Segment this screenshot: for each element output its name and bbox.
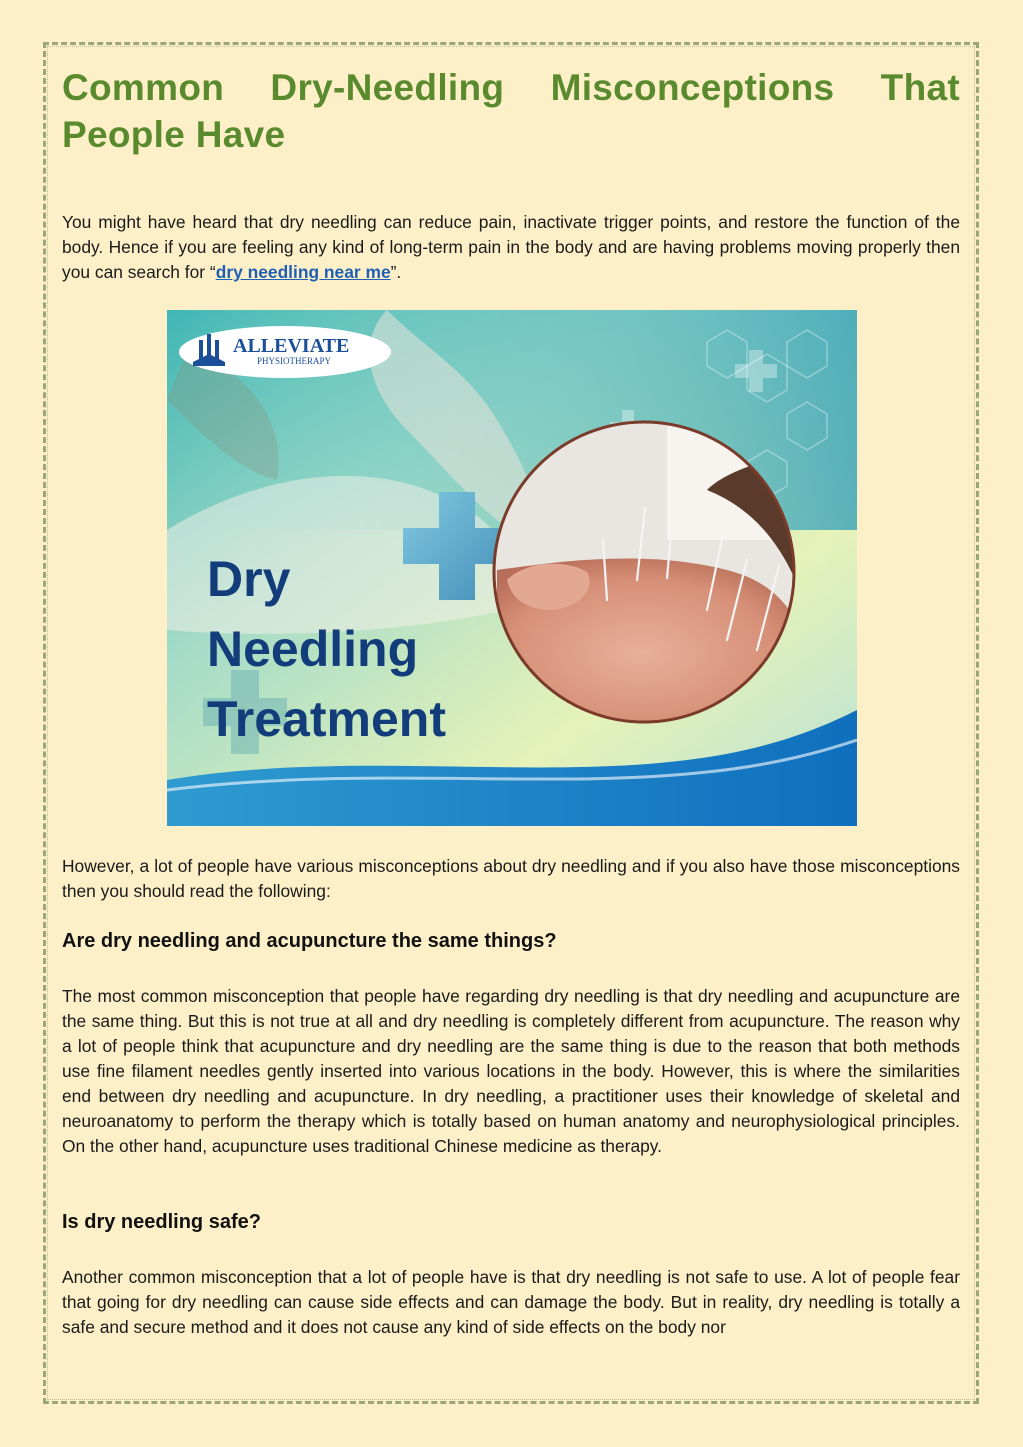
hero-image [167, 310, 857, 826]
page-title: Common Dry-Needling Misconceptions That People Have [62, 67, 960, 155]
intro-text: You might have heard that dry needling can reduce pain, inactivate trigger points, and restore the function of the body. Hence if you are feeling any kind of long-term pain in the body and are having problems moving properly then you can search for “ [62, 212, 960, 282]
misconceptions-intro: However, a lot of people have various misconceptions about dry needling and if you also have those misconceptions then you should read the following: [62, 856, 960, 901]
hero-title-line2: Needling [207, 621, 419, 677]
logo-text: ALLEVIATE [233, 335, 350, 357]
section-body-acupuncture: The most common misconception that people have regarding dry needling is that dry needling and acupuncture are the same thing. But this is not true at all and dry needling is completely different from acupuncture. The reason why a lot of people think that acupuncture and dry needling are the same thing is due to the reason that both methods use fine filament needles gently inserted into various locations in the body. However, this is where the similarities end between dry needling and acupuncture. In dry needling, a practitioner uses their knowledge of skeletal and neuroanatomy to perform the therapy which is totally based on human anatomy and neurophysiological principles. On the other hand, acupuncture uses traditional Chinese medicine as therapy. [62, 986, 960, 1156]
logo-subtext: PHYSIOTHERAPY [257, 356, 332, 366]
intro-text-end: ”. [390, 262, 402, 282]
section-heading-acupuncture: Are dry needling and acupuncture the same things? [62, 930, 557, 952]
section-heading-safety: Is dry needling safe? [62, 1211, 261, 1233]
dry-needling-near-me-link[interactable]: dry needling near me [215, 262, 391, 282]
alleviate-logo [179, 326, 391, 378]
hero-title-line1: Dry [207, 551, 291, 607]
hero-title-line3: Treatment [207, 691, 446, 747]
intro-paragraph [62, 210, 960, 285]
section-body-safety: Another common misconception that a lot of people have is that dry needling is not safe to use. A lot of people fear that going for dry needling can cause side effects and can damage the body. But in reality, dry needling is totally a safe and secure method and it does not cause any kind of side effects on the body nor [62, 1267, 960, 1337]
document-content [62, 64, 960, 1337]
